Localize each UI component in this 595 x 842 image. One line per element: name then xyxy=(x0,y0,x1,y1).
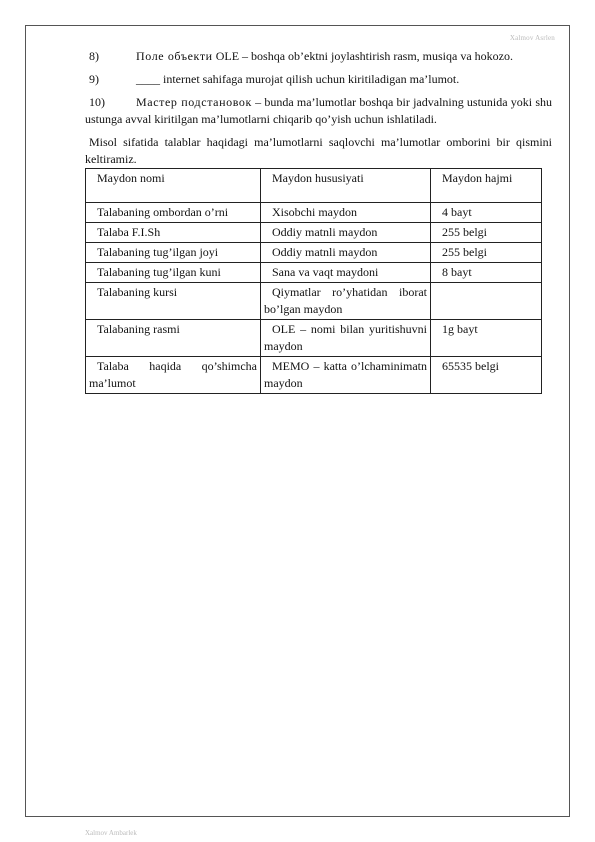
table-cell xyxy=(431,203,542,223)
list-item-9 xyxy=(85,71,552,88)
item-term: ____ xyxy=(136,72,160,86)
table-cell xyxy=(261,320,431,357)
cell-text: Talabaning kursi xyxy=(97,285,178,299)
item-text: – bunda ma’lumotlar boshqa bir jadvalning ustunida yoki shu ustunga avval kiritilgan ma’lumotlarni chiqarib qo’yish uchun ishlatiladi. xyxy=(85,95,552,126)
table-row xyxy=(86,357,542,394)
intro-paragraph xyxy=(85,134,552,168)
table-header-cell xyxy=(261,169,431,203)
table-cell xyxy=(431,243,542,263)
document-body xyxy=(85,48,552,394)
cell-text: 255 belgi xyxy=(442,245,487,259)
table-row xyxy=(86,320,542,357)
header-watermark: Xalmov Asrlen xyxy=(509,34,555,42)
list-item-8 xyxy=(85,48,552,65)
table-cell xyxy=(86,263,261,283)
cell-text: Qiymatlar ro’yhatidan iborat bo’lgan maydon xyxy=(264,285,427,316)
cell-text xyxy=(434,285,442,299)
table-cell xyxy=(431,223,542,243)
cell-text: Oddiy matnli maydon xyxy=(272,245,378,259)
cell-text: Talaba haqida qo’shimcha ma’lumot xyxy=(89,359,257,390)
intro-text: Misol sifatida talablar haqidagi ma’lumotlarni saqlovchi ma’lumotlar omborini bir qismini keltiramiz. xyxy=(85,135,552,166)
cell-text: Talabaning tug’ilgan joyi xyxy=(97,245,219,259)
table-cell xyxy=(261,203,431,223)
cell-text: 8 bayt xyxy=(442,265,472,279)
header-label: Maydon hususiyati xyxy=(272,171,364,185)
table-row xyxy=(86,223,542,243)
table-header-row xyxy=(86,169,542,203)
cell-text: OLE – nomi bilan yuritishuvni maydon xyxy=(264,322,427,353)
list-item-10 xyxy=(85,94,552,128)
table-cell xyxy=(86,203,261,223)
table-cell xyxy=(431,263,542,283)
item-text: OLE – boshqa ob’ektni joylashtirish rasm, musiqa va hokozo. xyxy=(212,49,513,63)
table-row xyxy=(86,203,542,223)
table-cell xyxy=(261,243,431,263)
table-cell xyxy=(431,283,542,320)
table-header-cell xyxy=(431,169,542,203)
header-label: Maydon hajmi xyxy=(442,171,513,185)
table-cell xyxy=(86,243,261,263)
cell-text: Sana va vaqt maydoni xyxy=(272,265,379,279)
cell-text: Oddiy matnli maydon xyxy=(272,225,378,239)
cell-text: 1g bayt xyxy=(442,322,478,336)
cell-text: 255 belgi xyxy=(442,225,487,239)
cell-text: Talabaning ombordan o’rni xyxy=(97,205,229,219)
cell-text: 65535 belgi xyxy=(442,359,499,373)
table-header-cell xyxy=(86,169,261,203)
item-text: internet sahifaga murojat qilish uchun kiritiladigan ma’lumot. xyxy=(160,72,460,86)
footer-watermark: Xalmov Ambarlek xyxy=(85,829,137,837)
cell-text: Xisobchi maydon xyxy=(272,205,357,219)
cell-text: Talaba F.I.Sh xyxy=(97,225,161,239)
table-cell xyxy=(86,357,261,394)
table-cell xyxy=(431,320,542,357)
table-cell xyxy=(261,223,431,243)
cell-text: Talabaning rasmi xyxy=(97,322,180,336)
item-term: Мастер подстановок xyxy=(136,95,252,109)
header-label: Maydon nomi xyxy=(97,171,165,185)
table-row xyxy=(86,263,542,283)
item-number: 9) xyxy=(89,72,99,86)
cell-text: 4 bayt xyxy=(442,205,472,219)
cell-text: Talabaning tug’ilgan kuni xyxy=(97,265,221,279)
item-term: Поле объекти xyxy=(136,49,213,63)
table-row xyxy=(86,243,542,263)
item-number: 8) xyxy=(89,49,99,63)
cell-text: MEMO – katta o’lchaminimatn maydon xyxy=(264,359,427,390)
fields-table xyxy=(85,168,542,394)
table-cell xyxy=(86,223,261,243)
table-cell xyxy=(86,320,261,357)
table-cell xyxy=(431,357,542,394)
item-number: 10) xyxy=(89,95,105,109)
table-cell xyxy=(86,283,261,320)
table-cell xyxy=(261,357,431,394)
table-cell xyxy=(261,283,431,320)
table-row xyxy=(86,283,542,320)
table-cell xyxy=(261,263,431,283)
